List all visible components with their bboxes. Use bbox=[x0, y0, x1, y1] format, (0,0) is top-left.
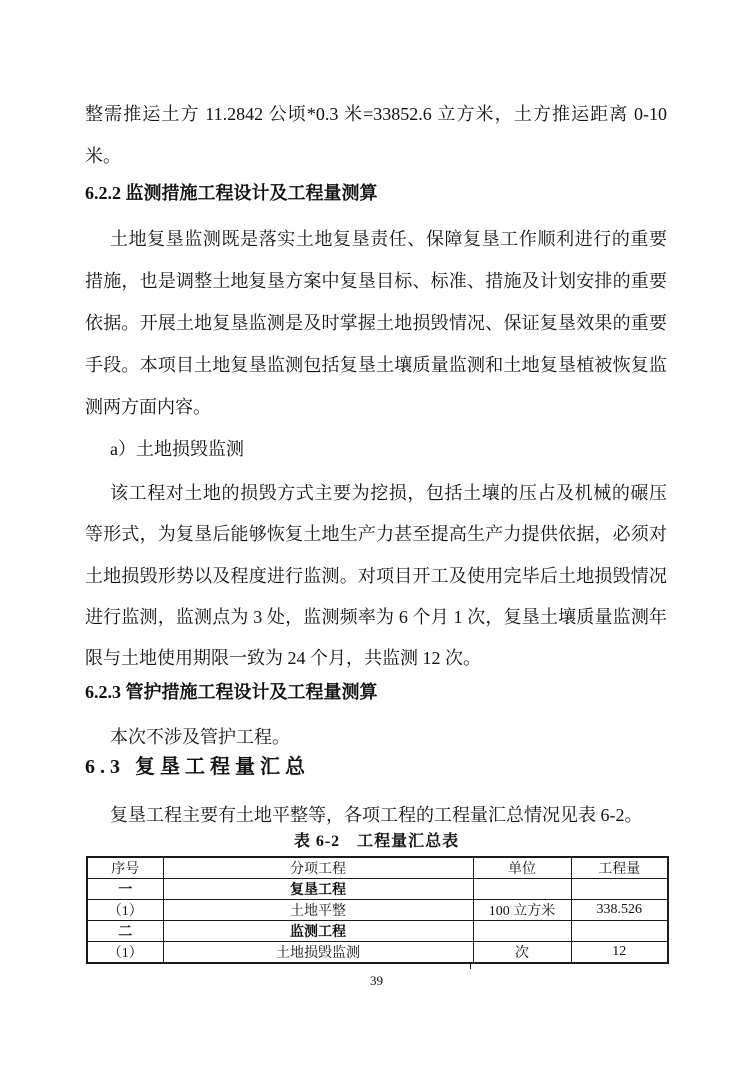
table-row bbox=[87, 879, 668, 900]
table-cell: 12 bbox=[571, 942, 668, 964]
paragraph-land-damage bbox=[85, 473, 667, 679]
paragraph-earthwork-carryover bbox=[85, 93, 667, 177]
table-cell: 二 bbox=[87, 921, 163, 942]
table-row bbox=[87, 942, 668, 964]
heading-6-3: 6.3 复垦工程量汇总 bbox=[85, 756, 310, 778]
table-cell: 338.526 bbox=[571, 900, 668, 921]
paragraph-line: 本次不涉及管护工程。 bbox=[110, 727, 290, 747]
heading-6-2-3: 6.2.3 管护措施工程设计及工程量测算 bbox=[85, 682, 378, 702]
table-cell bbox=[571, 879, 668, 900]
paragraph-line: 等形式，为复垦后能够恢复土地生产力甚至提高生产力提供依据，必须对 bbox=[85, 524, 667, 545]
paragraph-item-a bbox=[85, 428, 667, 470]
table-header-cell: 分项工程 bbox=[163, 857, 473, 879]
table-header-cell: 单位 bbox=[473, 857, 571, 879]
table-row bbox=[87, 921, 668, 942]
paragraph-line: 手段。本项目土地复垦监测包括复垦土壤质量监测和土地复垦植被恢复监 bbox=[85, 355, 667, 375]
table-cell: 土地损毁监测 bbox=[163, 942, 473, 964]
paragraph-line: 测两方面内容。 bbox=[85, 397, 211, 417]
table-header-cell: 工程量 bbox=[571, 857, 668, 879]
paragraph-line: 土地复垦监测既是落实土地复垦责任、保障复垦工作顺利进行的重要 bbox=[110, 229, 667, 249]
paragraph-monitoring bbox=[85, 218, 667, 428]
table-cell: （1） bbox=[87, 900, 163, 921]
paragraph-line: 该工程对土地的损毁方式主要为挖损，包括土壤的压占及机械的碾压 bbox=[110, 483, 667, 503]
table-cell bbox=[571, 921, 668, 942]
paragraph-line: 限与土地使用期限一致为 24 个月，共监测 12 次。 bbox=[85, 648, 481, 669]
paragraph-line: 整需推运土方 11.2842 公顷*0.3 米=33852.6 立方米，土方推运距离 0-10 bbox=[85, 104, 667, 124]
table-row bbox=[87, 900, 668, 921]
table-cell: 100 立方米 bbox=[473, 900, 571, 921]
table-cell: 监测工程 bbox=[163, 921, 473, 942]
table-cell: （1） bbox=[87, 942, 163, 964]
paragraph-line: 措施，也是调整土地复垦方案中复垦目标、标准、措施及计划安排的重要 bbox=[85, 271, 667, 291]
paragraph-line: 依据。开展土地复垦监测是及时掌握土地损毁情况、保证复垦效果的重要 bbox=[85, 313, 667, 333]
table-cell: 次 bbox=[473, 942, 571, 964]
table-border-artifact bbox=[470, 963, 471, 969]
table-header-row bbox=[87, 857, 668, 879]
table-caption: 表 6-2 工程量汇总表 bbox=[293, 833, 460, 850]
table-header-cell: 序号 bbox=[87, 857, 163, 879]
heading-6-2-2: 6.2.2 监测措施工程设计及工程量测算 bbox=[85, 183, 378, 203]
page-number: 39 bbox=[370, 973, 383, 988]
paragraph-line: 米。 bbox=[85, 146, 121, 166]
table-cell: 土地平整 bbox=[163, 900, 473, 921]
table-cell: 一 bbox=[87, 879, 163, 900]
paragraph-line: 土地损毁形势以及程度进行监测。对项目开工及使用完毕后土地损毁情况 bbox=[85, 565, 667, 586]
paragraph-line: 进行监测，监测点为 3 处，监测频率为 6 个月 1 次，复垦土壤质量监测年 bbox=[85, 606, 667, 627]
paragraph-line: a）土地损毁监测 bbox=[110, 439, 244, 459]
paragraph-summary bbox=[85, 794, 667, 836]
paragraph-no-guard bbox=[85, 716, 667, 758]
paragraph-line: 复垦工程主要有土地平整等，各项工程的工程量汇总情况见表 6-2。 bbox=[110, 805, 643, 825]
table-cell bbox=[473, 879, 571, 900]
quantity-summary-table bbox=[86, 856, 669, 964]
table-cell bbox=[473, 921, 571, 942]
table-cell: 复垦工程 bbox=[163, 879, 473, 900]
